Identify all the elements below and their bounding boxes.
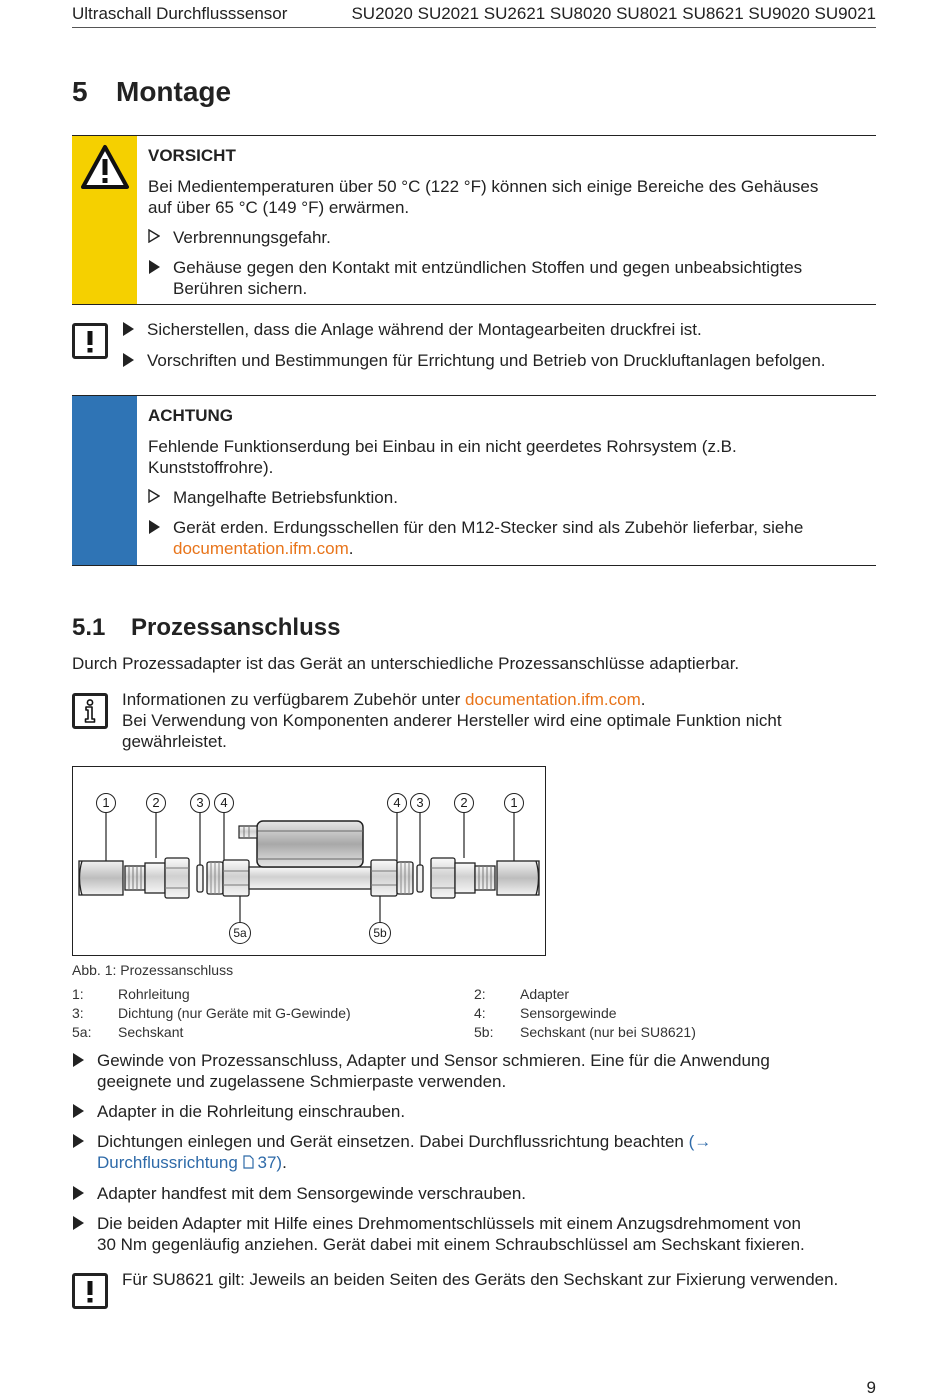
caution-action-2: Berühren sichern. — [173, 279, 308, 298]
legend-key: 1: — [72, 986, 84, 1002]
callout-3-left: 3 — [190, 793, 210, 813]
caution-text-1: Bei Medientemperaturen über 50 °C (122 °F) können sich einige Bereiche des Gehäuses — [148, 177, 819, 196]
step-4: Adapter handfest mit dem Sensorgewinde verschrauben. — [97, 1184, 527, 1203]
seal-left — [197, 865, 203, 892]
callout-1-right: 1 — [504, 793, 524, 813]
exclamation-icon — [72, 1273, 108, 1309]
section-title — [72, 76, 231, 108]
callout-4-right: 4 — [387, 793, 407, 813]
section-title-text: Montage — [116, 76, 232, 107]
page-icon — [243, 1155, 254, 1169]
callout-5a: 5a — [229, 922, 251, 944]
header-left: Ultraschall Durchflusssensor — [72, 4, 288, 23]
step-5-line-1: Die beiden Adapter mit Hilfe eines Drehmomentschlüssels mit einem Anzugsdrehmoment von — [97, 1214, 801, 1233]
action-arrow-icon — [123, 353, 134, 367]
pipe-left — [79, 861, 123, 895]
step-5-line-2: 30 Nm gegenläufig anziehen. Gerät dabei mit einem Schraubschlüssel am Sechskant fixieren. — [97, 1235, 805, 1254]
consequence-arrow-icon — [148, 489, 160, 503]
section-number: 5 — [72, 76, 88, 107]
page-number: 9 — [866, 1378, 876, 1397]
caution-action-1: Gehäuse gegen den Kontakt mit entzündlichen Stoffen und gegen unbeabsichtigtes — [173, 258, 803, 277]
subsection-title — [72, 614, 340, 642]
callout-1-left: 1 — [96, 793, 116, 813]
subsection-intro: Durch Prozessadapter ist das Gerät an unterschiedliche Prozessanschlüsse adaptierbar. — [72, 654, 740, 673]
notice-action-1: Gerät erden. Erdungsschellen für den M12-Stecker sind als Zubehör lieferbar, siehe — [173, 518, 804, 537]
flow-sensor — [207, 821, 413, 896]
notice-title: ACHTUNG — [148, 406, 233, 425]
legend-label: Sechskant (nur bei SU8621) — [520, 1024, 696, 1040]
action-arrow-icon — [149, 260, 160, 274]
cross-reference-page[interactable]: 37) — [257, 1153, 283, 1172]
caution-title: VORSICHT — [148, 146, 236, 165]
notice-text-1: Fehlende Funktionserdung bei Einbau in ein nicht geerdetes Rohrsystem (z.B. — [148, 437, 737, 456]
info-i-icon — [75, 696, 105, 726]
step-3-line-1: Dichtungen einlegen und Gerät einsetzen. Dabei Durchflussrichtung beachten (→ — [97, 1132, 712, 1151]
callout-4-left: 4 — [214, 793, 234, 813]
figure-caption: Abb. 1: Prozessanschluss — [72, 962, 234, 978]
callout-3-right: 3 — [410, 793, 430, 813]
caution-text-2: auf über 65 °C (149 °F) erwärmen. — [148, 198, 410, 217]
caution-box — [72, 135, 876, 305]
action-arrow-icon — [73, 1186, 84, 1200]
process-connection-diagram — [73, 767, 545, 955]
important-item-1: Sicherstellen, dass die Anlage während der Montagearbeiten druckfrei ist. — [147, 320, 702, 339]
action-arrow-icon — [73, 1134, 84, 1148]
action-arrow-icon — [149, 520, 160, 534]
info-line-1: Informationen zu verfügbarem Zubehör unter documentation.ifm.com. — [122, 690, 646, 709]
subsection-title-text: Prozessanschluss — [131, 614, 341, 641]
important-item-2: Vorschriften und Bestimmungen für Errichtung und Betrieb von Druckluftanlagen befolgen. — [147, 351, 826, 370]
cross-reference-link[interactable]: Durchflussrichtung — [97, 1153, 243, 1172]
notice-consequence: Mangelhafte Betriebsfunktion. — [173, 488, 398, 507]
legend-label: Rohrleitung — [118, 986, 190, 1002]
legend-label: Adapter — [520, 986, 570, 1002]
action-arrow-icon — [73, 1216, 84, 1230]
callout-2-right: 2 — [454, 793, 474, 813]
legend-label: Dichtung (nur Geräte mit G-Gewinde) — [118, 1005, 351, 1021]
exclamation-icon — [72, 323, 108, 359]
su8621-note: Für SU8621 gilt: Jeweils an beiden Seiten des Geräts den Sechskant zur Fixierung verwenden. — [122, 1270, 839, 1289]
documentation-link[interactable]: documentation.ifm.com — [173, 539, 349, 558]
info-line-2: Bei Verwendung von Komponenten anderer Hersteller wird eine optimale Funktion nicht — [122, 711, 782, 730]
legend-key: 5b: — [474, 1024, 494, 1040]
info-icon — [72, 693, 108, 729]
legend-key: 4: — [474, 1005, 486, 1021]
legend-key: 3: — [72, 1005, 84, 1021]
subsection-number: 5.1 — [72, 614, 106, 641]
notice-box — [72, 395, 876, 566]
notice-text-2: Kunststoffrohre). — [148, 458, 274, 477]
action-arrow-icon — [73, 1053, 84, 1067]
action-arrow-icon — [123, 322, 134, 336]
adapter-left — [125, 858, 189, 898]
legend-label: Sechskant — [118, 1024, 184, 1040]
header-rule — [72, 27, 876, 28]
notice-action-2: documentation.ifm.com. — [173, 539, 354, 558]
callout-2-left: 2 — [146, 793, 166, 813]
cross-reference-link[interactable]: (→ — [688, 1132, 712, 1151]
legend-label: Sensorgewinde — [520, 1005, 617, 1021]
consequence-arrow-icon — [148, 229, 160, 243]
step-1-line-2: geeignete und zugelassene Schmierpaste verwenden. — [97, 1072, 507, 1091]
legend-key: 5a: — [72, 1024, 92, 1040]
documentation-link[interactable]: documentation.ifm.com — [465, 690, 641, 709]
callout-5b: 5b — [369, 922, 391, 944]
caution-consequence: Verbrennungsgefahr. — [173, 228, 331, 247]
info-line-3: gewährleistet. — [122, 732, 227, 751]
exclamation-mark-icon — [75, 1276, 105, 1306]
seal-right — [417, 865, 423, 892]
adapter-right — [431, 858, 495, 898]
caution-band — [72, 136, 137, 304]
header-right: SU2020 SU2021 SU2621 SU8020 SU8021 SU8621 SU9020 SU9021 — [351, 4, 876, 23]
step-1-line-1: Gewinde von Prozessanschluss, Adapter und Sensor schmieren. Eine für die Anwendung — [97, 1051, 770, 1070]
step-3-line-2: Durchflussrichtung 37). — [97, 1153, 287, 1172]
step-2: Adapter in die Rohrleitung einschrauben. — [97, 1102, 406, 1121]
legend-key: 2: — [474, 986, 486, 1002]
pipe-right — [497, 861, 539, 895]
exclamation-mark-icon — [75, 326, 105, 356]
action-arrow-icon — [73, 1104, 84, 1118]
notice-band — [72, 396, 137, 565]
process-connection-figure — [72, 766, 546, 956]
warning-triangle-icon — [80, 144, 130, 190]
